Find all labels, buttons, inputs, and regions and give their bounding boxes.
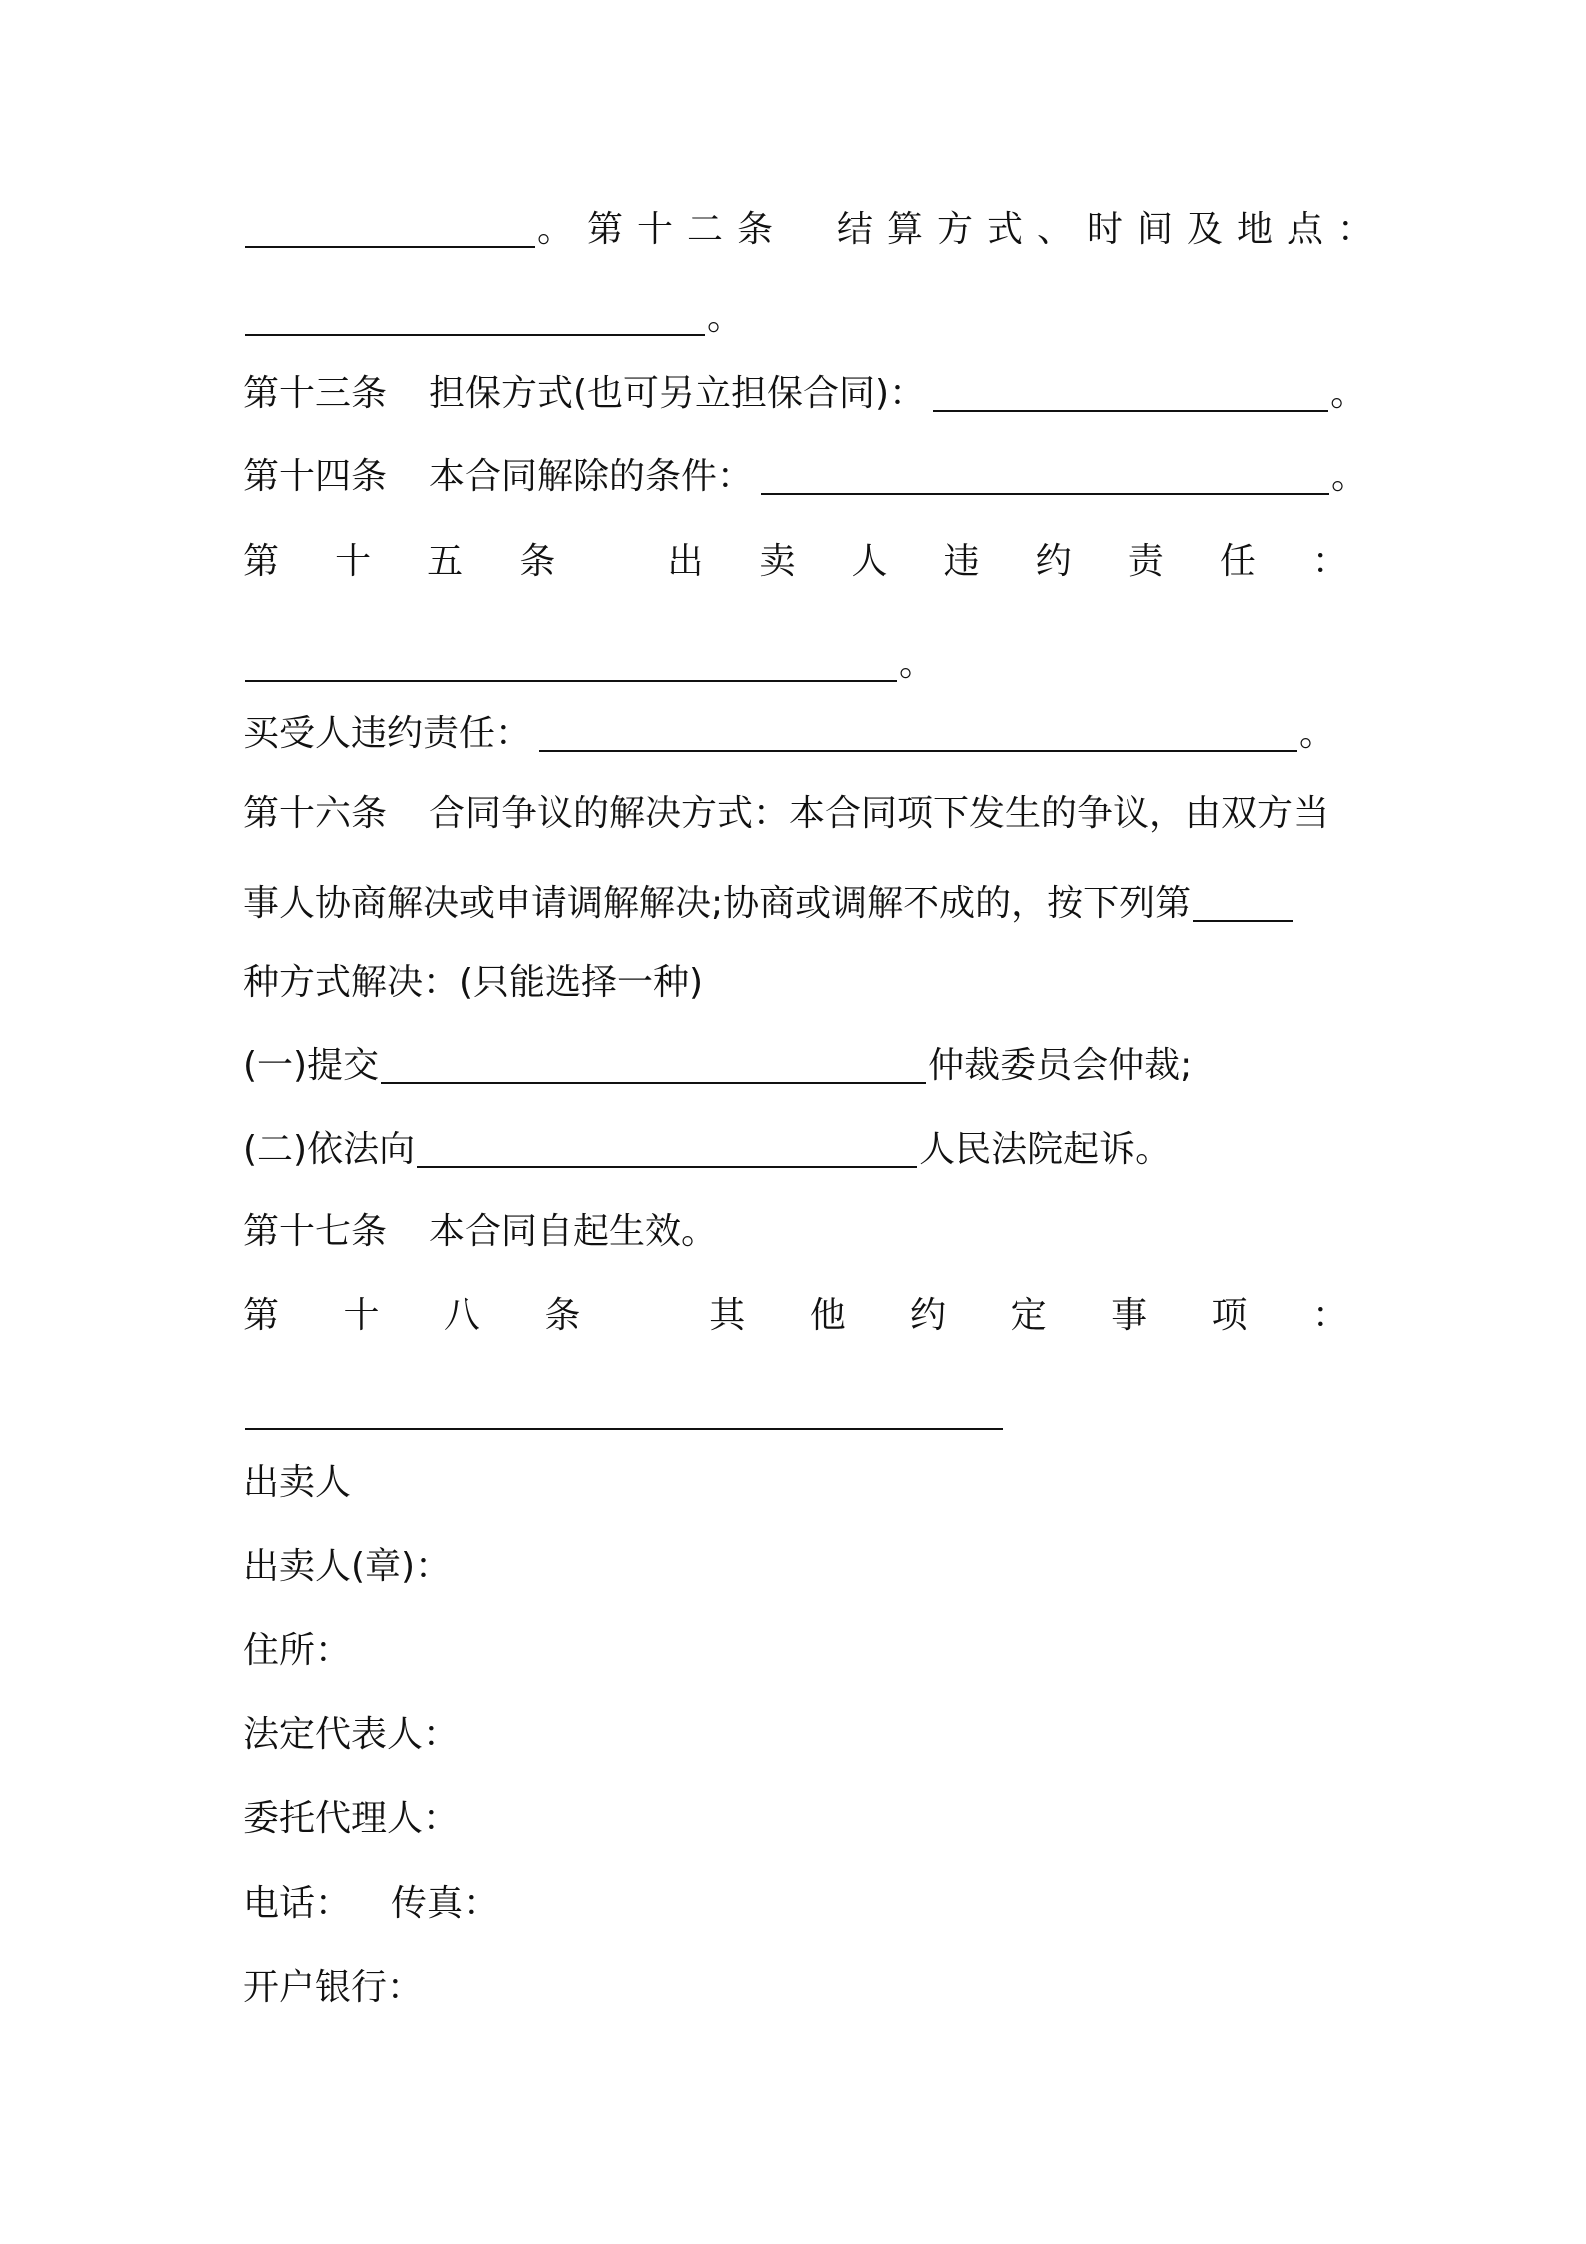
buyer-liability-title: 买受人违约责任： xyxy=(243,713,532,754)
address-field: 住所： xyxy=(243,1630,352,1671)
arbitration-suffix: 仲裁委员会仲裁; xyxy=(928,1045,1193,1086)
clause-17-text: 本合同自起生效。 xyxy=(429,1211,718,1252)
clause-13-title: 担保方式(也可另立担保合同)： xyxy=(429,373,926,414)
clause-15-char: 约 xyxy=(1035,541,1072,582)
clause-18-char: 项 xyxy=(1211,1295,1248,1336)
clause-15-char: 条 xyxy=(519,541,556,582)
clause-18-char: ： xyxy=(1311,1295,1348,1336)
arbitration-blank[interactable] xyxy=(381,1046,926,1084)
clause-15-char: 人 xyxy=(851,541,888,582)
clause-18-char: 事 xyxy=(1111,1295,1148,1336)
clause-15-char: 出 xyxy=(667,541,704,582)
court-line xyxy=(243,1126,1358,1174)
clause-16-line-2 xyxy=(243,880,1358,928)
clause-15-char: 责 xyxy=(1127,541,1164,582)
clause-15-char: 违 xyxy=(943,541,980,582)
court-blank[interactable] xyxy=(417,1130,917,1168)
seller-liability-blank[interactable] xyxy=(245,644,897,682)
clause-15-char: 十 xyxy=(335,541,372,582)
blank-field[interactable] xyxy=(245,210,535,248)
clause-18-char: 定 xyxy=(1010,1295,1047,1336)
clause-15-char: 五 xyxy=(427,541,464,582)
clause-14-number: 第十四条 xyxy=(243,456,388,497)
clause-13-line xyxy=(243,370,1367,418)
phone-fax-field xyxy=(243,1880,1358,1928)
seller-liability-blank-line xyxy=(243,640,1358,688)
clause-12-title: 第十二条 结算方式、时间及地点： xyxy=(587,209,1388,250)
clause-15-line xyxy=(243,538,1348,586)
settlement-blank[interactable] xyxy=(245,298,705,336)
clause-18-line xyxy=(243,1292,1348,1340)
clause-16-text: 合同争议的解决方式：本合同项下发生的争议，由双方当 xyxy=(429,793,1330,834)
clause-17-line xyxy=(243,1208,1358,1256)
clause-15-char: 任 xyxy=(1219,541,1256,582)
clause-12-line xyxy=(243,206,1388,254)
clause-13-number: 第十三条 xyxy=(243,373,388,414)
court-prefix: (二)依法向 xyxy=(243,1129,416,1170)
period: 。 xyxy=(1331,456,1368,497)
arbitration-line xyxy=(243,1042,1358,1090)
phone-label: 电话： xyxy=(243,1883,352,1924)
court-suffix: 人民法院起诉。 xyxy=(919,1129,1172,1170)
seller-seal-field: 出卖人(章)： xyxy=(243,1546,452,1587)
period: 。 xyxy=(899,643,936,684)
arbitration-prefix: (一)提交 xyxy=(243,1045,380,1086)
method-number-blank[interactable] xyxy=(1193,884,1293,922)
period: 。 xyxy=(707,297,744,338)
clause-16-text-2: 事人协商解决或申请调解解决;协商或调解不成的，按下列第 xyxy=(243,883,1192,924)
clause-18-char: 他 xyxy=(809,1295,846,1336)
authorized-agent-field: 委托代理人： xyxy=(243,1798,460,1839)
period: 。 xyxy=(1330,373,1367,414)
period: 。 xyxy=(537,209,574,250)
guarantee-blank[interactable] xyxy=(933,374,1328,412)
clause-17-number: 第十七条 xyxy=(243,1211,388,1252)
buyer-liability-blank[interactable] xyxy=(539,714,1297,752)
fax-label: 传真： xyxy=(391,1883,500,1924)
clause-18-char: 第 xyxy=(243,1295,280,1336)
clause-16-line xyxy=(243,790,1358,838)
clause-18-char: 约 xyxy=(910,1295,947,1336)
period: 。 xyxy=(1299,713,1336,754)
buyer-liability-line xyxy=(243,710,1358,758)
legal-representative-field: 法定代表人： xyxy=(243,1714,460,1755)
clause-18-char: 条 xyxy=(544,1295,581,1336)
clause-18-char: 十 xyxy=(343,1295,380,1336)
clause-12-blank-line xyxy=(243,294,1358,342)
clause-14-title: 本合同解除的条件： xyxy=(429,456,754,497)
clause-18-char: 八 xyxy=(443,1295,480,1336)
clause-18-char: 其 xyxy=(709,1295,746,1336)
clause-15-char: 卖 xyxy=(759,541,796,582)
seller-heading: 出卖人 xyxy=(243,1462,352,1503)
other-terms-blank[interactable] xyxy=(245,1392,1003,1430)
clause-16-text-3: 种方式解决：(只能选择一种) xyxy=(243,962,704,1003)
bank-field: 开户银行： xyxy=(243,1967,424,2008)
other-terms-blank-line xyxy=(243,1388,1358,1436)
termination-blank[interactable] xyxy=(761,457,1329,495)
clause-14-line xyxy=(243,453,1368,501)
clause-16-line-3 xyxy=(243,959,1358,1007)
clause-16-number: 第十六条 xyxy=(243,793,388,834)
clause-15-char: 第 xyxy=(243,541,280,582)
clause-15-char: ： xyxy=(1311,541,1348,582)
